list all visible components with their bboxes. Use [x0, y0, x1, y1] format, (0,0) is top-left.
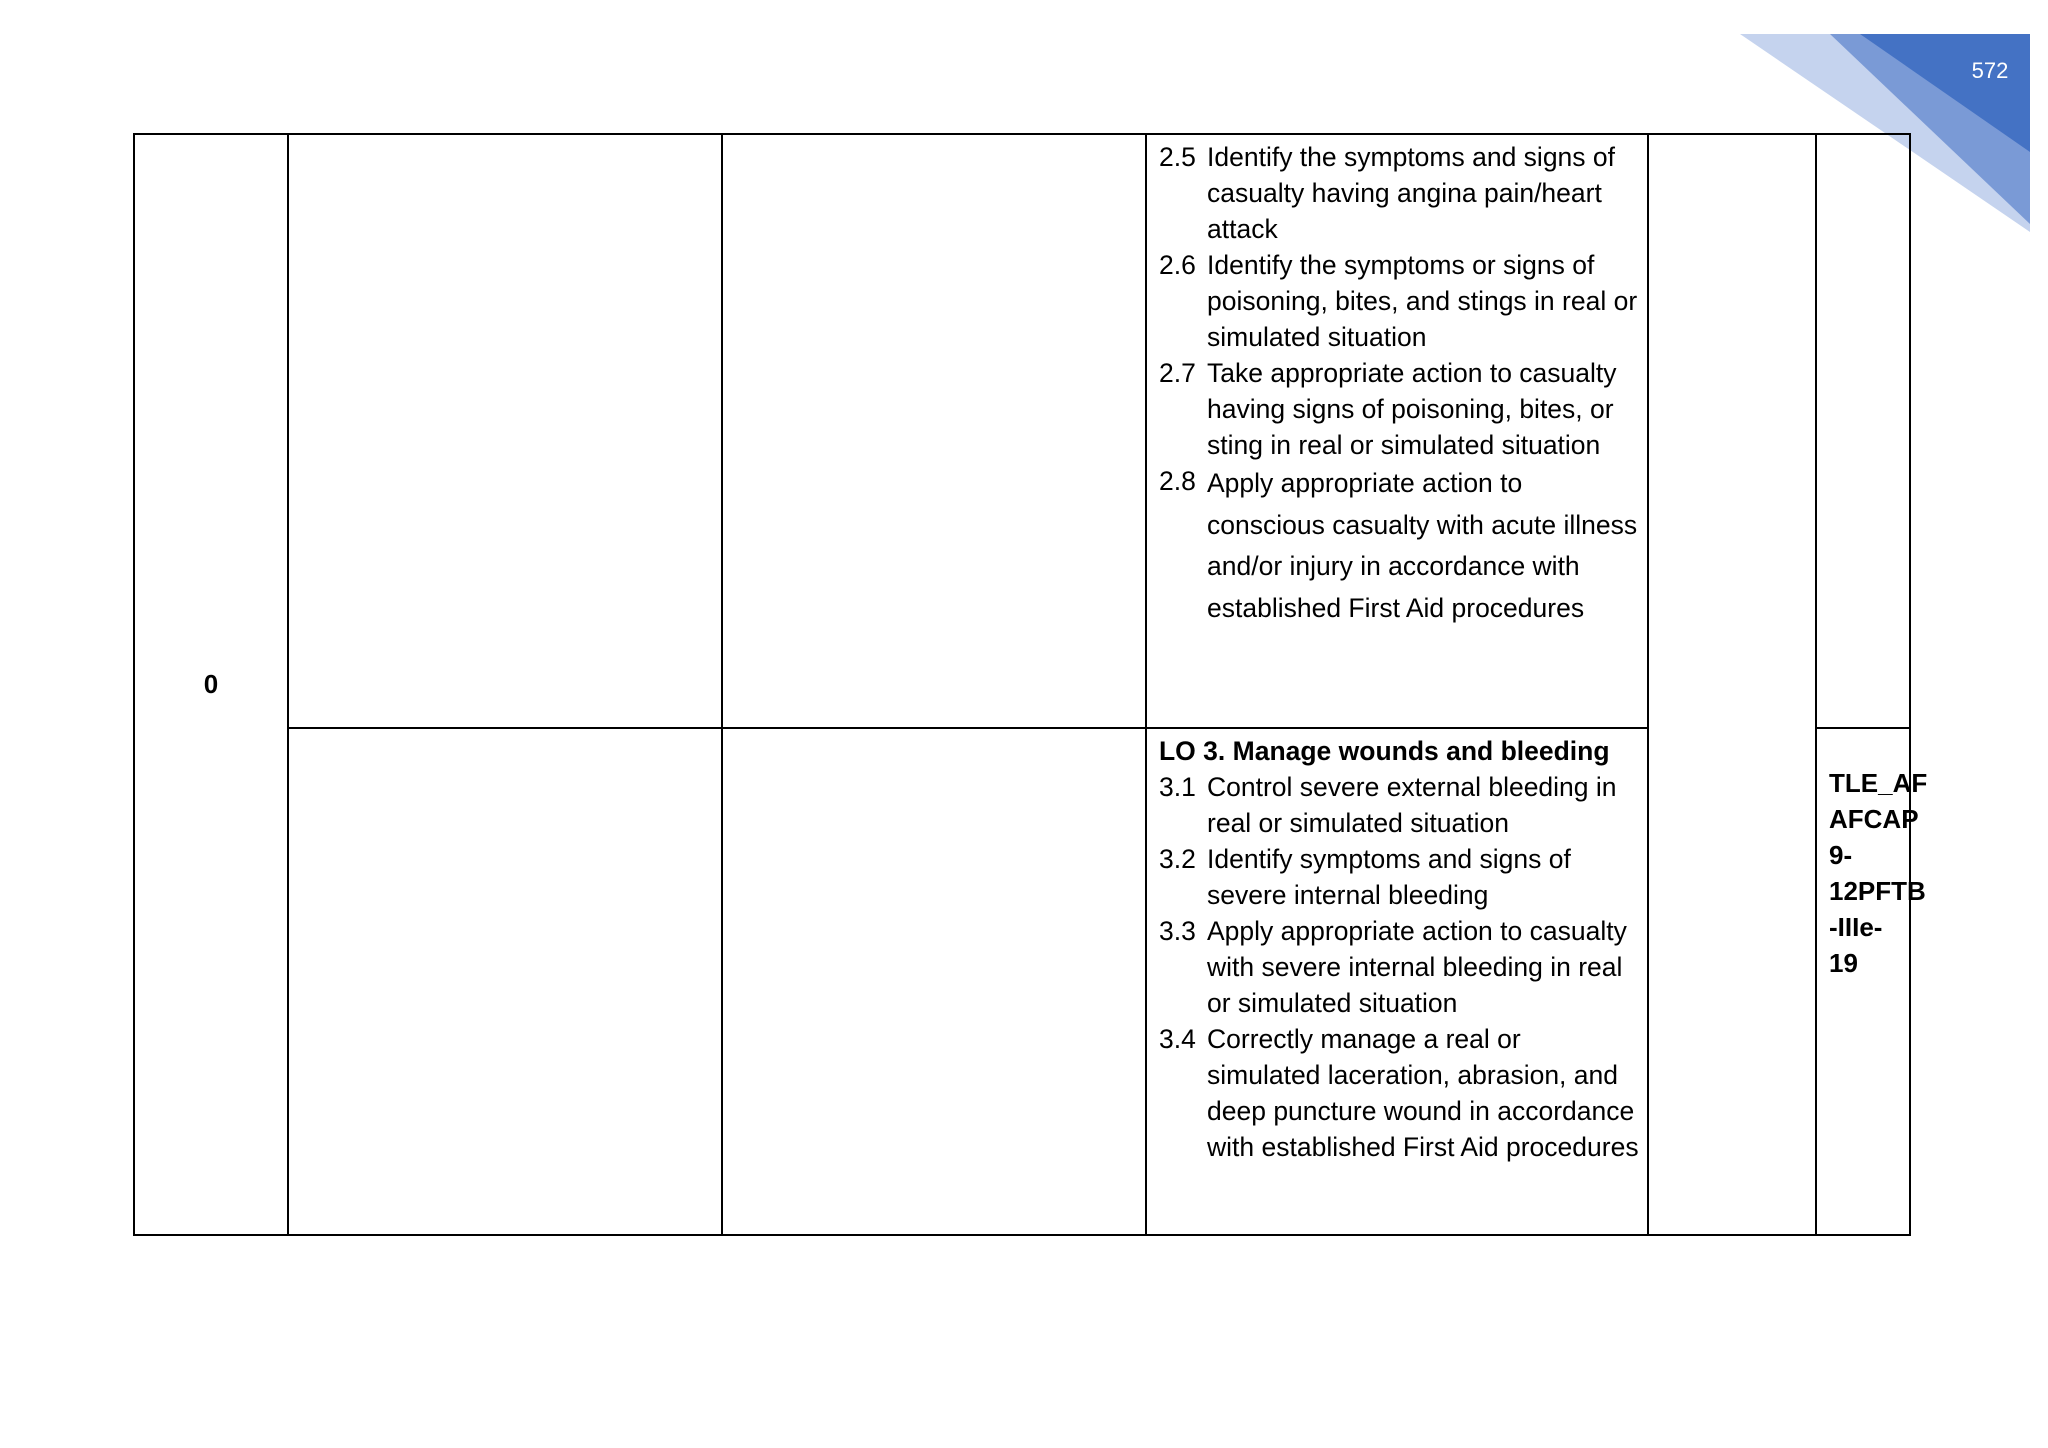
learning-outcome-cell [1146, 728, 1648, 1235]
list-item: 3.4 Correctly manage a real or simulated laceration, abrasion, and deep puncture wound in accordance with established First Aid procedures [1159, 1024, 1639, 1162]
list-item: 2.5 Identify the symptoms and signs of casualty having angina pain/heart attack [1159, 142, 1616, 244]
list-item: 2.7 Take appropriate action to casualty having signs of poisoning, bites, or sting in real or simulated situation [1159, 358, 1617, 460]
competency-code-line: TLE_AF [1829, 768, 1928, 798]
lo-title: LO 3. Manage wounds and bleeding [1159, 736, 1610, 766]
competency-code-line: -IIIe-19 [1829, 912, 1883, 978]
competency-code-line: AFCAP [1829, 804, 1919, 834]
empty-cell [722, 134, 1146, 728]
table-row [134, 728, 1910, 1235]
list-item: 3.3 Apply appropriate action to casualty with severe internal bleeding in real or simulated situation [1159, 916, 1627, 1018]
list-item: 3.2 Identify symptoms and signs of severe internal bleeding [1159, 844, 1571, 910]
empty-code-cell [1816, 134, 1910, 728]
list-item: 3.1 Control severe external bleeding in real or simulated situation [1159, 772, 1617, 838]
empty-cell [288, 728, 722, 1235]
empty-cell [722, 728, 1146, 1235]
list-item: 2.8 Apply appropriate action to conscious casualty with acute illness and/or injury in accordance with established First Aid procedures [1159, 466, 1638, 623]
row-number: 0 [203, 669, 219, 699]
competency-code-line: 12PFTB [1829, 876, 1926, 906]
list-item: 2.6 Identify the symptoms or signs of poisoning, bites, and stings in real or simulated situation [1159, 250, 1638, 352]
empty-cell [1648, 134, 1816, 1235]
competency-code-line: 9- [1829, 840, 1853, 870]
learning-outcome-cell [1146, 134, 1648, 728]
table-row [134, 134, 1910, 728]
page-number: 572 [1971, 58, 2009, 83]
competency-code-cell [1816, 728, 1928, 1235]
empty-cell [288, 134, 722, 728]
row-number-cell [134, 134, 288, 1235]
curriculum-table [133, 133, 1928, 1236]
